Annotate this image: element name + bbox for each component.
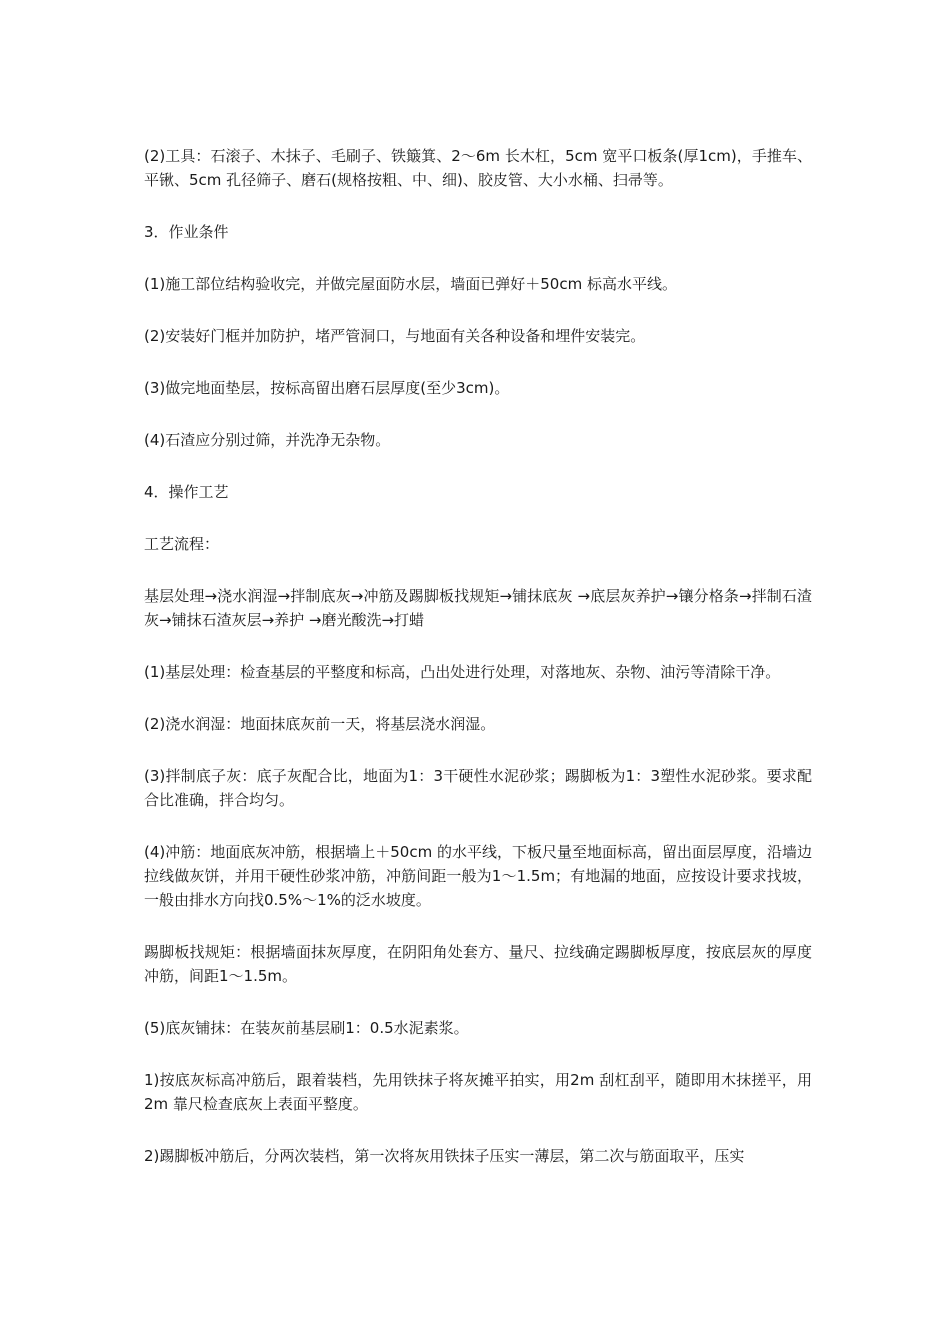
paragraph-process-flow: 基层处理→浇水润湿→拌制底灰→冲筋及踢脚板找规矩→铺抹底灰 →底层灰养护→镶分格条→拌制石渣灰→铺抹石渣灰层→养护 →磨光酸洗→打蜡 [144, 587, 812, 629]
paragraph-step-4: (4)冲筋：地面底灰冲筋，根据墙上＋50cm 的水平线，下板尺量至地面标高，留出面层厚度，沿墙边拉线做灰饼，并用干硬性砂浆冲筋，冲筋间距一般为1～1.5m；有地漏的地面，应按设计要求找坡，一般由排水方向找0.5%～1%的泛水坡度。 [144, 843, 812, 909]
paragraph-process-flow-label: 工艺流程： [144, 535, 220, 553]
section-heading-work-conditions: 3．作业条件 [144, 223, 229, 241]
paragraph-condition-4: (4)石渣应分别过筛，并洗净无杂物。 [144, 431, 391, 449]
paragraph-condition-1: (1)施工部位结构验收完，并做完屋面防水层，墙面已弹好＋50cm 标高水平线。 [144, 275, 677, 293]
paragraph-step-3: (3)拌制底子灰：底子灰配合比，地面为1：3干硬性水泥砂浆；踢脚板为1：3塑性水泥砂浆。要求配合比准确，拌合均匀。 [144, 767, 812, 809]
document-body [144, 144, 812, 1168]
paragraph-skirting-alignment: 踢脚板找规矩：根据墙面抹灰厚度，在阴阳角处套方、量尺、拉线确定踢脚板厚度，按底层灰的厚度冲筋，间距1～1.5m。 [144, 943, 812, 985]
paragraph-condition-2: (2)安装好门框并加防护，堵严管洞口，与地面有关各种设备和埋件安装完。 [144, 327, 646, 345]
paragraph-step-5-sub-2: 2)踢脚板冲筋后，分两次装档，第一次将灰用铁抹子压实一薄层，第二次与筋面取平，压实 [144, 1147, 745, 1165]
paragraph-condition-3: (3)做完地面垫层，按标高留出磨石层厚度(至少3cm)。 [144, 379, 510, 397]
section-heading-operation-process: 4．操作工艺 [144, 483, 229, 501]
paragraph-step-5: (5)底灰铺抹：在装灰前基层刷1：0.5水泥素浆。 [144, 1019, 469, 1037]
paragraph-tools: (2)工具：石滚子、木抹子、毛刷子、铁簸箕、2～6m 长木杠，5cm 宽平口板条(厚1cm)，手推车、平锹、5cm 孔径筛子、磨石(规格按粗、中、细)、胶皮管、大小水桶、扫帚等。 [144, 147, 812, 189]
paragraph-step-2: (2)浇水润湿：地面抹底灰前一天，将基层浇水润湿。 [144, 715, 496, 733]
paragraph-step-5-sub-1: 1)按底灰标高冲筋后，跟着装档，先用铁抹子将灰摊平拍实，用2m 刮杠刮平，随即用木抹搓平，用2m 靠尺检查底灰上表面平整度。 [144, 1071, 812, 1113]
paragraph-step-1: (1)基层处理：检查基层的平整度和标高，凸出处进行处理，对落地灰、杂物、油污等清除干净。 [144, 663, 781, 681]
